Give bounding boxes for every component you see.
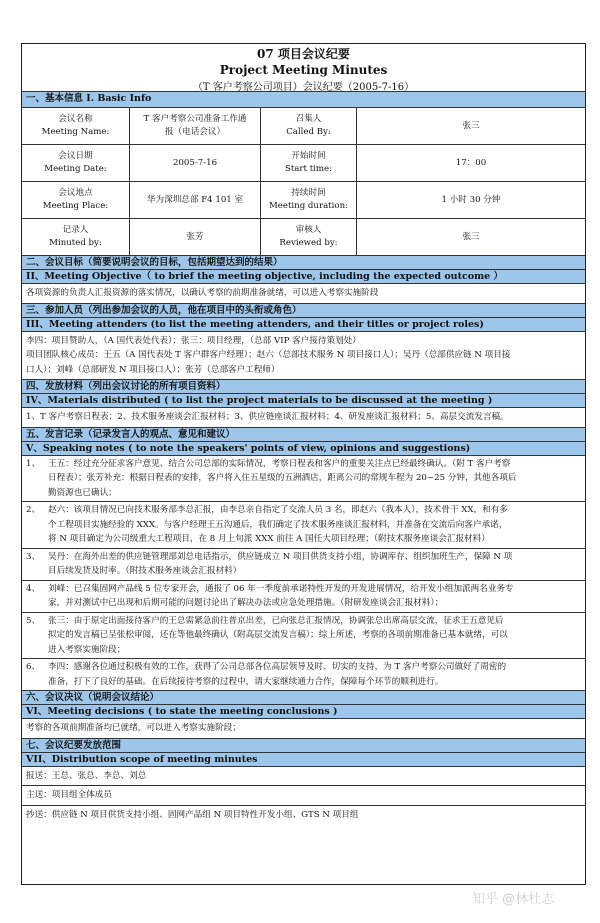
note-body: 刘峰：已召集固网产品线 5 位专家开会，通报了 06 年一季度前承诺特性开发的开发进展情况，给开发小组加派两名业务专 家，并对测试中已出现和后期可能的问题讨论出了解决办法或应急处理措施。（附研发座谈会汇报材料）； <box>48 583 514 608</box>
speaking-note-2 <box>22 502 585 549</box>
speaking-header-cn: 五、发言记录（记录发言人的观点、意见和建议） <box>22 428 585 442</box>
materials-text: 1、T 客户考察日程表；2、技术服务座谈会汇报材料；3、供应链座谈汇报材料；4、研发座谈汇报材料；5、高层交流发言稿。 <box>22 408 585 428</box>
watermark-text: 知乎 @林杜志 <box>472 892 555 907</box>
materials-header-en: IV、Materials distributed ( to list the project materials to be discussed at the meeting ) <box>22 394 585 407</box>
value-called-by: 张三 <box>462 120 480 131</box>
note-number: 6、 <box>26 662 41 672</box>
basic-info-row-meeting-date <box>22 145 585 182</box>
attendees-header-en: III、Meeting attenders (to list the meeting attenders, and their titles or project roles) <box>22 318 585 331</box>
distribution-header-cn: 七、会议纪要发放范围 <box>22 739 585 753</box>
note-body: 王五：经过充分征求客户意见、结合公司总部的实际情况，考察日程表和客户的重要关注点已经最终确认。（附 T 客户考察 日程表）；张芳补充：根据日程表的安排，客户将入住五星级的五洲酒店，距离公司的常规车程为 20~25 分钟，其他各项后 勤资源也已确认； <box>48 458 517 498</box>
basic-info-row-meeting-name <box>22 108 585 145</box>
value-minuted-by: 张芳 <box>130 219 261 255</box>
attendees-header-cn: 三、参加人员（列出参加会议的人员，他在项目中的头衔或角色） <box>22 304 585 318</box>
attendees-team-line: 项目团队核心成员：王五（A 国代表处 T 客户群客户经理）；赵六（总部技术服务 N 项目接口人）；吴丹（总部供应链 N 项目接 <box>26 350 511 360</box>
attendees-header <box>22 304 585 332</box>
document-title-en: Project Meeting Minutes <box>219 63 388 77</box>
speaking-header <box>22 428 585 456</box>
speaking-note-3 <box>22 549 585 581</box>
value-start-time: 17：00 <box>455 157 487 168</box>
attendees-sponsor-line: 李四：项目赞助人，（A 国代表处代表）；张三：项目经理，（总部 VIP 客户接待策划处） <box>26 335 361 346</box>
decisions-header-en: VI、Meeting decisions ( to state the meeting conclusions ) <box>22 705 585 718</box>
note-number: 5、 <box>26 615 41 626</box>
decisions-header-cn: 六、会议决议（说明会议结论） <box>22 691 585 705</box>
label-meeting-date: 会议日期 Meeting Date: <box>22 145 130 181</box>
note-body: 赵六：该项目情况已向技术服务部李总汇报，由李总亲自指定了交流人员 3 名，即赵六（我本人），技术骨干 XX，和有多 个工程项目实施经验的 XXX。与客户经理王五沟通后，我们确定了技术服务座谈汇报材料，并准备在交流后向客户承诺， 将 N 项目确定为公司级重大工程项目，在 8 月上旬派 XXX 前往 A 国任大项目经理；（附技术服务座谈会汇报材料） <box>48 505 508 544</box>
decisions-header <box>22 691 585 719</box>
decisions-text: 考察的各项前期准备均已就绪，可以进入考察实施阶段； <box>22 719 585 739</box>
document-title-cn: 07 项目会议纪要 <box>257 47 350 61</box>
objective-header-en: II、Meeting Objective（ to brief the meeting objective, including the expected outcome ） <box>22 270 585 283</box>
speaking-header-en: V、Speaking notes ( to note the speakers' points of view, opinions and suggestions) <box>22 442 585 455</box>
label-meeting-name: 会议名称 Meeting Name: <box>22 108 130 144</box>
distribution-header-en: VII、Distribution scope of meeting minutes <box>22 753 585 766</box>
label-called-by: 召集人 Called By: <box>261 108 357 144</box>
note-body: 吴丹：在海外出差的供应链管理部刘总电话指示，供应链成立 N 项目供货支持小组，协调库存、组织加班生产，保障 N 项 目后续发货及时率。（附技术服务座谈会汇报材料） <box>48 551 513 576</box>
distribution-main-to: 主送：项目组全体成员 <box>22 786 585 806</box>
materials-header <box>22 380 585 408</box>
attendees-list <box>22 332 585 381</box>
meeting-minutes-document <box>21 43 586 885</box>
speaking-note-6 <box>22 659 585 691</box>
note-body: 李四：感谢各位通过积极有效的工作，获得了公司总部各位高层领导及时、切实的支持，为 T 客户考察公司做好了周密的 准备，打下了良好的基础。在后续接待考察的过程中，请大家继续通力合作，保障每个环节的顺利进行。 <box>48 662 507 687</box>
basic-info-row-meeting-place <box>22 182 585 219</box>
note-number: 3、 <box>26 551 41 562</box>
label-meeting-duration: 持续时间 Meeting duration: <box>261 182 357 218</box>
basic-info-row-minuted-by <box>22 219 585 256</box>
basic-info-header: 一、基本信息 I. Basic Info <box>22 92 585 108</box>
value-reviewed-by: 张三 <box>462 231 480 242</box>
distribution-report-to: 报送：王总、张总、李总、刘总 <box>22 767 585 787</box>
value-meeting-date: 2005-7-16 <box>130 145 261 181</box>
objective-text: 各项资源的负责人汇报资源的落实情况，以确认考察的前期准备就绪，可以进入考察实施阶段 <box>22 284 585 304</box>
note-number: 1、 <box>26 458 41 469</box>
materials-header-cn: 四、发放材料（列出会议讨论的所有项目资料） <box>22 380 585 394</box>
document-subtitle: （T 客户考察公司项目）会议纪要（2005-7-16） <box>192 82 415 92</box>
speaking-note-4 <box>22 581 585 613</box>
speaking-note-5 <box>22 613 585 660</box>
objective-header-cn: 二、会议目标（简要说明会议的目标，包括期望达到的结果） <box>22 256 585 270</box>
note-number: 2、 <box>26 505 41 515</box>
value-meeting-duration: 1 小时 30 分钟 <box>441 194 501 205</box>
value-meeting-name: T 客户考察公司准备工作通 报（电话会议） <box>130 108 261 144</box>
note-body: 张三：由于原定出面接待客户的王总需紧急前往普京出差，已向张总汇报情况，协调张总出席高层交流，征求王五意见后 拟定的发言稿已呈张松审阅，还在等他最终确认（附高层交流发言稿）；综上所述，考察的各项前期准备已基本就绪，可以 进入考察实施阶段； <box>48 615 508 655</box>
label-start-time: 开始时间 Start time: <box>261 145 357 181</box>
distribution-cc: 抄送：供应链 N 项目供货支持小组、固网产品组 N 项目特性开发小组、GTS N 项目组 <box>26 809 359 820</box>
label-meeting-place: 会议地点 Meeting Place: <box>22 182 130 218</box>
speaking-note-1 <box>22 456 585 503</box>
label-minuted-by: 记录人 Minuted by: <box>22 219 130 255</box>
value-meeting-place: 华为深圳总部 F4 101 室 <box>130 182 261 218</box>
objective-header <box>22 256 585 284</box>
document-title-block <box>22 44 585 92</box>
distribution-header <box>22 739 585 767</box>
attendees-team-line-cont: 口人）；刘峰（总部研发 N 项目接口人）；张芳（总部客户工程师） <box>26 364 280 375</box>
label-reviewed-by: 审核人 Reviewed by: <box>261 219 357 255</box>
note-number: 4、 <box>26 583 41 594</box>
